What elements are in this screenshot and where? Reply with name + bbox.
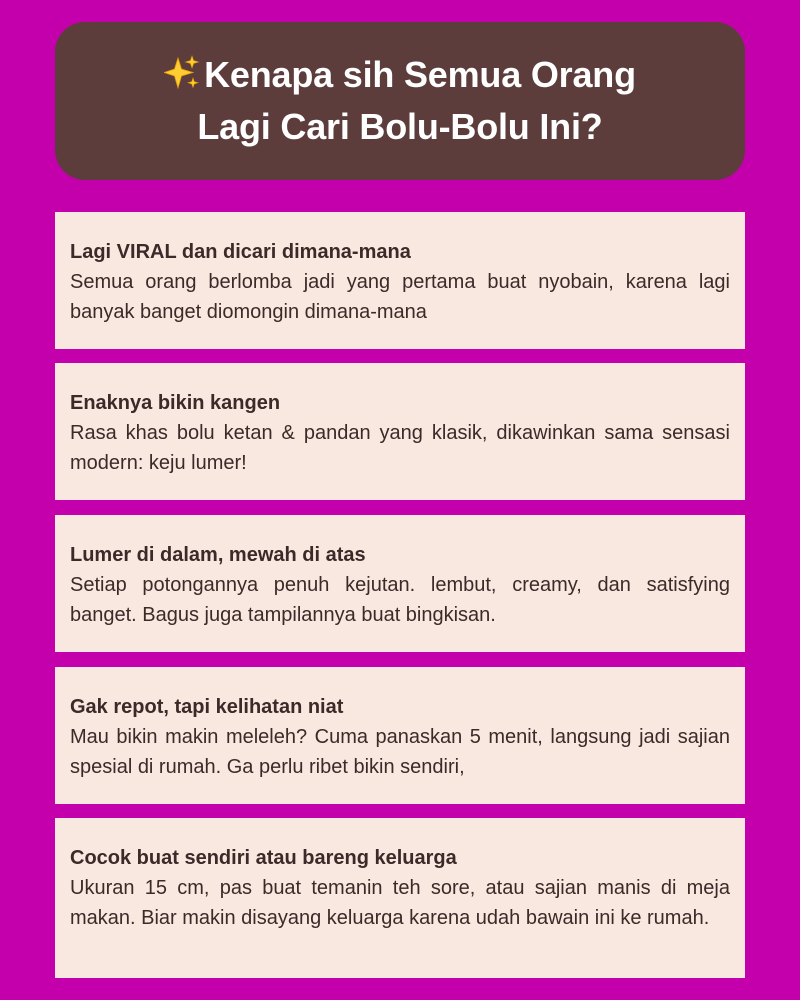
reason-text: Setiap potongannya penuh kejutan. lembut, creamy, dan satisfying banget. Bagus juga tampilannya buat bingkisan. — [70, 574, 730, 626]
reason-card-easy — [55, 667, 745, 804]
reason-text: Ukuran 15 cm, pas buat temanin teh sore, atau sajian manis di meja makan. Biar makin disayang keluarga karena udah bawain ini ke rumah. — [70, 877, 730, 929]
title-line-1 — [164, 54, 636, 95]
reason-title: Lumer di dalam, mewah di atas — [70, 544, 366, 566]
reason-card-texture — [55, 515, 745, 652]
title-line-1-text: Kenapa sih Semua Orang — [204, 54, 636, 95]
reason-text: Rasa khas bolu ketan & pandan yang klasik, dikawinkan sama sensasi modern: keju lumer! — [70, 422, 730, 474]
title-line-2: Lagi Cari Bolu-Bolu Ini? — [197, 106, 603, 147]
reason-title: Lagi VIRAL dan dicari dimana-mana — [70, 241, 411, 263]
reason-title: Gak repot, tapi kelihatan niat — [70, 696, 344, 718]
header-banner — [55, 22, 745, 180]
reason-card-taste — [55, 363, 745, 500]
reason-card-viral — [55, 212, 745, 349]
reason-text: Mau bikin makin meleleh? Cuma panaskan 5 menit, langsung jadi sajian spesial di rumah. Ga perlu ribet bikin sendiri, — [70, 726, 730, 778]
page-title — [164, 49, 636, 153]
sparkles-icon — [164, 55, 200, 91]
reason-text: Semua orang berlomba jadi yang pertama buat nyobain, karena lagi banyak banget diomongin dimana-mana — [70, 271, 730, 323]
reason-card-family — [55, 818, 745, 978]
reason-title: Enaknya bikin kangen — [70, 392, 281, 414]
reason-title: Cocok buat sendiri atau bareng keluarga — [70, 847, 457, 869]
